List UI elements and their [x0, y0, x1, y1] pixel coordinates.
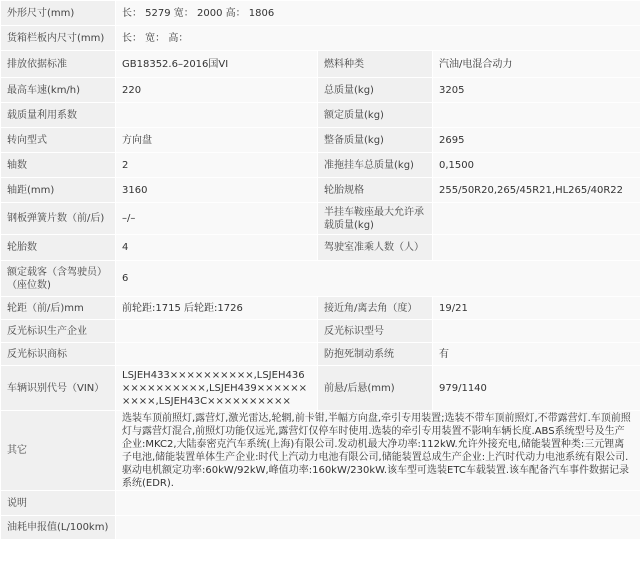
row-value: 长： 宽： 高： — [116, 26, 640, 51]
other-notes-text: 选装车顶前照灯,露营灯,激光雷达,轮辋,前卡钳,半幅方向盘,牵引专用装置;选装不带车顶前照灯,不带露营灯.车顶前照灯与露营灯混合,前照灯功能仅远光,露营灯仅停车时使用.选装的牵引专用装置不影响车辆长度.ABS系统型号及生产企业:MKC2,大陆泰密克汽车系统(上海)有限公司.发动机最大净功率:112kW.允许外接充电,储能装置种类:三元锂离子电池,储能装置单体生产企业:时代上汽动力电池有限公司,储能装置总成生产企业:上汽时代动力电池系统有限公司.驱动电机额定功率:60kW/92kW,峰值功率:160kW/230kW.该车型可选装ETC车载装置.该车配备汽车事件数据记录系统(EDR). — [116, 411, 640, 491]
table-row — [1, 51, 640, 78]
row-label: 车辆识别代号（VIN） — [1, 366, 116, 411]
row-label: 接近角/离去角（度） — [318, 297, 433, 320]
table-row — [1, 78, 640, 103]
table-row — [1, 320, 640, 343]
row-value: –/– — [116, 203, 318, 235]
row-value: 2695 — [433, 128, 640, 153]
row-label: 货箱栏板内尺寸(mm) — [1, 26, 116, 51]
row-value — [433, 203, 640, 235]
row-label: 额定载客（含驾驶员）（座位数) — [1, 261, 116, 297]
row-value: GB18352.6–2016国VI — [116, 51, 318, 78]
row-label: 驾驶室准乘人数（人） — [318, 235, 433, 261]
row-label: 半挂车鞍座最大允许承载质量(kg) — [318, 203, 433, 235]
row-value: 0,1500 — [433, 153, 640, 178]
row-value: 4 — [116, 235, 318, 261]
row-value: 3205 — [433, 78, 640, 103]
row-label: 载质量利用系数 — [1, 103, 116, 128]
row-value — [433, 235, 640, 261]
row-label: 轮胎数 — [1, 235, 116, 261]
fuel-consumption-value — [116, 516, 640, 540]
row-label: 钢板弹簧片数（前/后) — [1, 203, 116, 235]
row-value — [116, 103, 318, 128]
row-value: 19/21 — [433, 297, 640, 320]
row-label: 前悬/后悬(mm) — [318, 366, 433, 411]
row-value — [433, 103, 640, 128]
vin-value: LSJEH433××××××××××,LSJEH436××××××××××,LSJEH439××××××××××,LSJEH43C×××××××××× — [116, 366, 318, 411]
table-row — [1, 516, 640, 540]
table-row — [1, 366, 640, 411]
row-value: 有 — [433, 343, 640, 366]
row-label: 总质量(kg) — [318, 78, 433, 103]
table-row — [1, 203, 640, 235]
row-label: 反光标识型号 — [318, 320, 433, 343]
row-value — [116, 320, 318, 343]
table-row — [1, 411, 640, 491]
row-label: 整备质量(kg) — [318, 128, 433, 153]
row-value: 3160 — [116, 178, 318, 203]
row-value — [433, 320, 640, 343]
row-label: 燃料种类 — [318, 51, 433, 78]
row-label: 轮距（前/后)mm — [1, 297, 116, 320]
notes-label: 说明 — [1, 491, 116, 516]
fuel-consumption-label: 油耗申报值(L/100km) — [1, 516, 116, 540]
table-row — [1, 235, 640, 261]
row-label: 轮胎规格 — [318, 178, 433, 203]
table-row — [1, 26, 640, 51]
row-value: 6 — [116, 261, 640, 297]
row-label: 外形尺寸(mm) — [1, 1, 116, 26]
row-label: 反光标识商标 — [1, 343, 116, 366]
table-row — [1, 297, 640, 320]
table-row — [1, 178, 640, 203]
row-value: 255/50R20,265/45R21,HL265/40R22 — [433, 178, 640, 203]
row-label: 额定质量(kg) — [318, 103, 433, 128]
table-row — [1, 1, 640, 26]
row-label: 反光标识生产企业 — [1, 320, 116, 343]
table-row — [1, 343, 640, 366]
row-value: 长： 5279 宽： 2000 高： 1806 — [116, 1, 640, 26]
notes-value — [116, 491, 640, 516]
row-value: 前轮距:1715 后轮距:1726 — [116, 297, 318, 320]
row-label: 轴距(mm) — [1, 178, 116, 203]
table-row — [1, 491, 640, 516]
row-value: 979/1140 — [433, 366, 640, 411]
row-label: 排放依据标准 — [1, 51, 116, 78]
row-label: 防抱死制动系统 — [318, 343, 433, 366]
row-value: 2 — [116, 153, 318, 178]
table-row — [1, 103, 640, 128]
row-label: 转向型式 — [1, 128, 116, 153]
other-label: 其它 — [1, 411, 116, 491]
row-value: 方向盘 — [116, 128, 318, 153]
row-label: 准拖挂车总质量(kg) — [318, 153, 433, 178]
table-row — [1, 153, 640, 178]
row-value: 220 — [116, 78, 318, 103]
table-row — [1, 128, 640, 153]
row-label: 轴数 — [1, 153, 116, 178]
row-value — [116, 343, 318, 366]
row-value: 汽油/电混合动力 — [433, 51, 640, 78]
table-row — [1, 261, 640, 297]
row-label: 最高车速(km/h) — [1, 78, 116, 103]
